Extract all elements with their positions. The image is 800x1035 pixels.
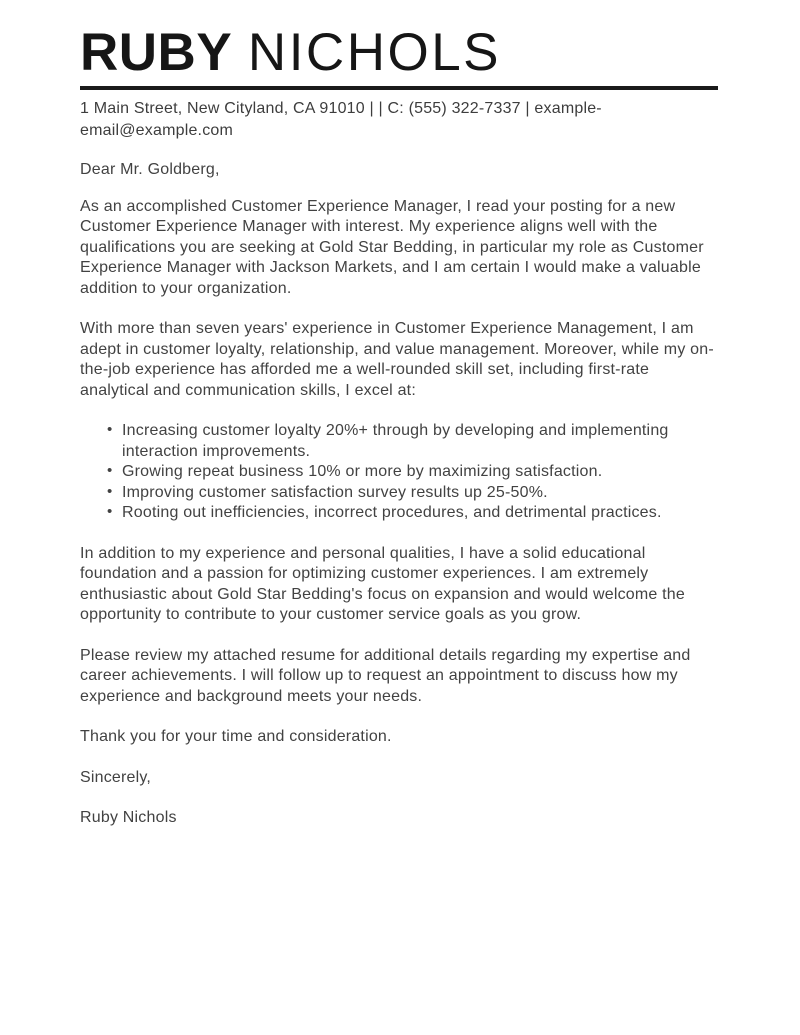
paragraph-education: In addition to my experience and personal qualities, I have a solid educational foundation and a passion for optimizing customer experiences. I am extremely enthusiastic about Gold Star Bedding's focus on expansion and would welcome the opportunity to contribute to your customer service goals as you grow.	[80, 544, 686, 623]
contact-info	[80, 98, 718, 142]
candidate-first-name: RUBY	[80, 23, 233, 82]
paragraph-intro: As an accomplished Customer Experience Manager, I read your posting for a new Customer Experience Manager with interest. My experience aligns well with the qualifications you are seeking at Gold Star Bedding, in particular my role as Customer Experience Manager with Jackson Markets, and I am certain I would make a valuable addition to your organization.	[80, 197, 704, 297]
signature-name: Ruby Nichols	[80, 809, 177, 826]
contact-line-2: email@example.com	[80, 122, 234, 139]
list-item: • Rooting out inefficiencies, incorrect procedures, and detrimental practices.	[107, 503, 718, 524]
letter-body	[80, 160, 718, 829]
contact-line-1: 1 Main Street, New Cityland, CA 91010 | | C: (555) 322-7337 | example-	[80, 100, 602, 117]
salutation: Dear Mr. Goldberg,	[80, 161, 220, 178]
letter-header	[80, 23, 718, 142]
thank-you-line: Thank you for your time and consideration.	[80, 728, 392, 745]
paragraph-experience: With more than seven years' experience in Customer Experience Management, I am adept in customer loyalty, relationship, and value management. Moreover, while my on-the-job experience has afforded me a well-rounded skill set, including first-rate analytical and communication skills, I excel at:	[80, 320, 714, 399]
closing-line: Sincerely,	[80, 768, 152, 786]
list-item: • Improving customer satisfaction survey results up 25-50%.	[107, 483, 718, 504]
list-item: • Increasing customer loyalty 20%+ through by developing and implementing interaction improvements.	[107, 421, 718, 462]
paragraph-followup: Please review my attached resume for additional details regarding my expertise and career achievements. I will follow up to request an appointment to discuss how my experience and background meets your needs.	[80, 646, 691, 705]
header-divider	[80, 86, 718, 90]
achievements-list	[80, 421, 718, 524]
candidate-last-name: NICHOLS	[247, 23, 502, 82]
list-item: • Growing repeat business 10% or more by maximizing satisfaction.	[107, 462, 718, 483]
candidate-name	[80, 23, 718, 82]
